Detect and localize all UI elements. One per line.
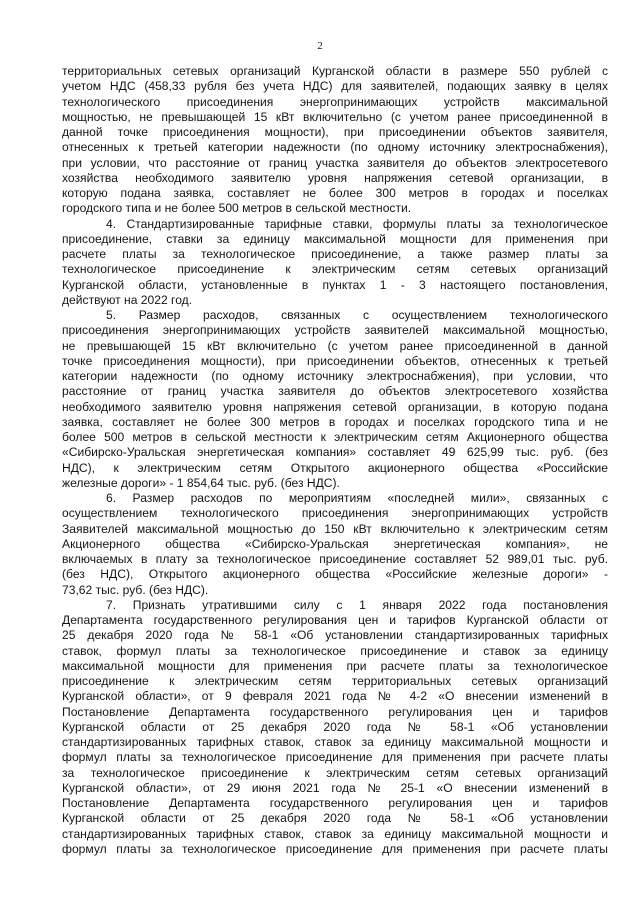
text-line: данной точке присоединения мощности), при присоединении объектов заявителя, [62,125,608,139]
text-line: расчете платы за технологическое присоединение, а также размер платы за [62,247,608,261]
text-line: стандартизированных тарифных ставок, ставок за единицу максимальной мощности и [62,826,608,841]
text-line: технологического присоединения энергопринимающих устройств максимальной [62,94,608,109]
text-line: учетом НДС (458,33 рубля без учета НДС) для заявителей, подающих заявку в целях [62,79,608,94]
text-line: мощностью, не превышающей 15 кВт включительно (с учетом ранее присоединенной в [62,109,608,124]
text-line: хозяйства необходимого заявителю уровня напряжения сетевой организации, в [62,170,608,185]
text-line: Заявителей максимальной мощностью до 150 кВт включительно к электрическим сетям [62,521,608,536]
text-line: Курганской области», от 29 июня 2021 года № 25-1 «О внесении изменений в [62,780,608,795]
text-line: не превышающей 15 кВт включительно (с учетом ранее присоединенной в данной [62,338,608,353]
text-line: действуют на 2022 год. [62,292,193,307]
paragraph-5-start: 5. Размер расходов, связанных с осуществлением технологического [106,308,608,322]
text-line: НДС), к электрическим сетям Открытого акционерного общества «Российские [62,460,608,475]
text-line: включаемых в плату за технологическое присоединение составляет 52 989,01 тыс. руб. [62,552,608,566]
text-line: формул платы за технологическое присоединение для применения при расчете платы [62,750,608,765]
text-line: Департамента государственного регулирования цен и тарифов Курганской области от [62,613,608,627]
text-line: формул платы за технологическое присоединение для применения при расчете платы [62,841,608,856]
text-line: Курганской области», от 9 февраля 2021 года № 4-2 «О внесении изменений в [62,689,608,704]
text-line: городского типа и не более 500 метров в сельской местности. [62,201,412,216]
text-line: технологическое присоединение к электрическим сетям сетевых организаций [62,262,608,277]
text-line: Постановление Департамента государственного регулирования цен и тарифов [62,704,608,719]
text-line: Курганской области от 25 декабря 2020 года № 58-1 «Об установлении [62,719,608,734]
text-line: необходимого заявителю уровня напряжения сетевой организации, в которую подана [62,399,608,414]
text-line: Курганской области от 25 декабря 2020 года № 58-1 «Об установлении [62,811,608,826]
text-line: максимальной мощности для применения при расчете платы за технологическое [62,658,608,673]
document-body [62,64,608,857]
text-line: категории надежности (по одному источнику электроснабжения), при условии, что [62,369,608,383]
text-line: «Сибирско-Уральская энергетическая компания» составляет 49 625,99 тыс. руб. (без [62,445,608,460]
text-line: 73,62 тыс. руб. (без НДС). [62,582,209,597]
text-line: присоединения энергопринимающих устройств заявителей максимальной мощностью, [62,323,608,338]
text-line: Постановление Департамента государственного регулирования цен и тарифов [62,796,608,810]
text-line: точке присоединения мощности), при присоединении объектов, отнесенных к третьей [62,353,608,368]
paragraph-7-start: 7. Признать утратившими силу с 1 января 2022 года постановления [106,597,608,612]
text-line: железные дороги» - 1 854,64 тыс. руб. (без НДС). [62,475,340,490]
text-line: территориальных сетевых организаций Курганской области в размере 550 рублей с [62,64,608,78]
text-line: присоединение к электрическим сетям территориальных сетевых организаций [62,674,608,688]
text-line: более 500 метров в сельской местности к электрическим сетям Акционерного общества [62,430,608,444]
text-line: ставок, формул платы за технологическое присоединение и ставок за единицу [62,643,608,658]
text-line: присоединение, ставки за единицу максимальной мощности для применения при [62,231,608,246]
text-line: стандартизированных тарифных ставок, ставок за единицу максимальной мощности и [62,735,608,749]
paragraph-4-start: 4. Стандартизированные тарифные ставки, формулы платы за технологическое [106,216,608,231]
text-line: (без НДС), Открытого акционерного общества «Российские железные дороги» - [62,567,608,582]
text-line: Акционерного общества «Сибирско-Уральская энергетическая компания», не [62,536,608,551]
text-line: 25 декабря 2020 года № 58-1 «Об установлении стандартизированных тарифных [62,628,608,643]
text-line: которую подана заявка, составляет не более 300 метров в городах и поселках [62,186,608,200]
text-line: осуществлением технологического присоединения энергопринимающих устройств [62,506,608,521]
text-line: Курганской области, установленные в пунктах 1 - 3 настоящего постановления, [62,277,608,292]
text-line: заявка, составляет не более 300 метров в городах и поселках городского типа и не [62,414,608,429]
paragraph-6-start: 6. Размер расходов по мероприятиям «последней мили», связанных с [106,491,608,505]
text-line: за технологическое присоединение к электрическим сетям сетевых организаций [62,765,608,780]
text-line: отнесенных к третьей категории надежности (по одному источнику электроснабжения), [62,140,608,155]
text-line: при условии, что расстояние от границ участка заявителя до объектов электросетевого [62,155,608,170]
page-number: 2 [317,40,323,52]
text-line: расстояние от границ участка заявителя до объектов электросетевого хозяйства [62,384,608,399]
